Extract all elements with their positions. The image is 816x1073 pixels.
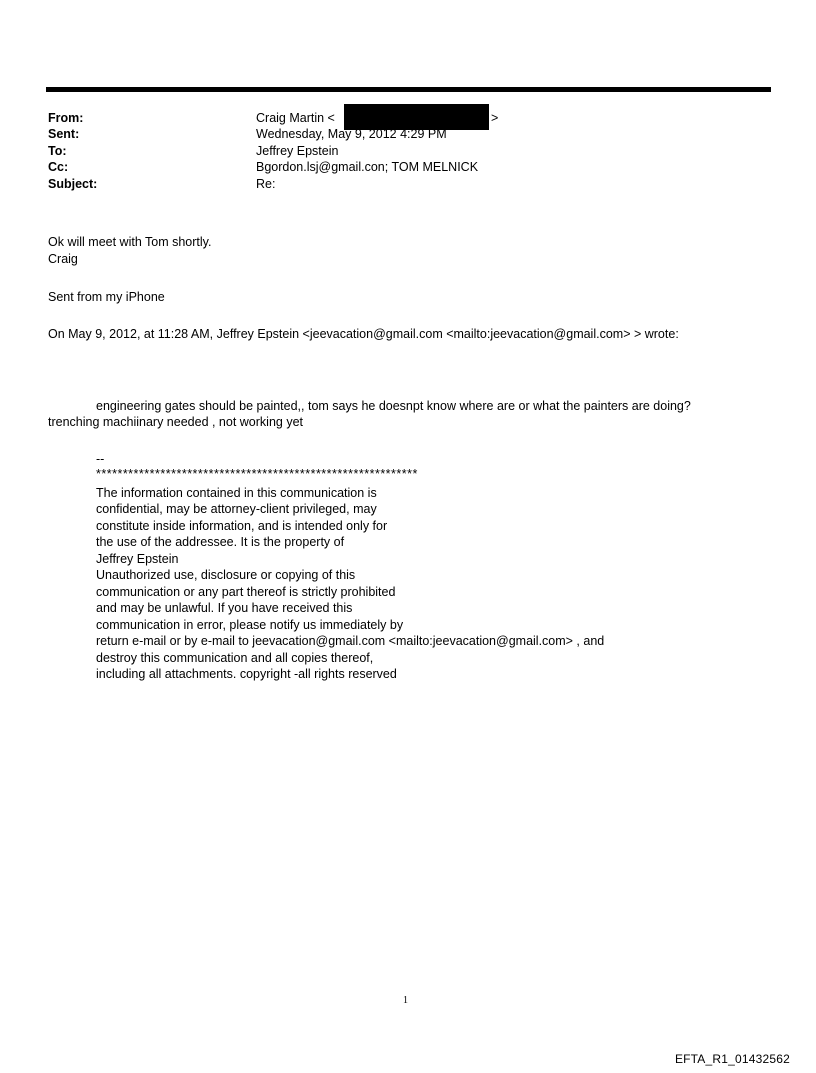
subject-row (48, 176, 748, 192)
cc-row (48, 159, 748, 175)
from-name: Craig Martin < (256, 111, 335, 125)
from-row (48, 110, 748, 126)
subject-label: Subject: (48, 176, 98, 191)
bates-number: EFTA_R1_01432562 (674, 1052, 790, 1066)
disclaimer-line: destroy this communication and all copies thereof, (96, 651, 374, 665)
body-line-2: Craig (48, 252, 78, 266)
disclaimer-line: communication in error, please notify us immediately by (96, 618, 404, 632)
signature-stars: ************************************************************ (96, 467, 418, 481)
from-label: From: (48, 111, 84, 125)
signature-line: Sent from my iPhone (48, 290, 165, 304)
to-value: Jeffrey Epstein (256, 143, 339, 158)
disclaimer-line: Unauthorized use, disclosure or copying of this (96, 568, 356, 582)
to-label: To: (48, 143, 67, 158)
email-header (48, 110, 748, 192)
quoted-line-1: engineering gates should be painted,, tom says he doesnpt know where are or what the painters are doing? (96, 399, 691, 413)
disclaimer-line: including all attachments. copyright -all rights reserved (96, 667, 397, 681)
sent-row (48, 126, 748, 142)
cc-label: Cc: (48, 160, 69, 175)
subject-value: Re: (256, 176, 276, 191)
disclaimer-line: the use of the addressee. It is the property of (96, 535, 345, 549)
disclaimer-line: confidential, may be attorney-client privileged, may (96, 502, 377, 516)
cc-value: Bgordon.lsj@gmail.con; TOM MELNICK (256, 160, 479, 175)
from-value (256, 110, 748, 126)
top-rule (46, 87, 771, 92)
disclaimer-line: The information contained in this communication is (96, 486, 377, 500)
quoted-line-2: trenching machiinary needed , not working yet (48, 415, 304, 429)
page-number: 1 (403, 995, 408, 1006)
sent-label: Sent: (48, 127, 80, 142)
disclaimer-line: Jeffrey Epstein (96, 552, 179, 566)
disclaimer-line: and may be unlawful. If you have received this (96, 601, 353, 615)
signature-dashes: -- (96, 452, 105, 466)
disclaimer-line: return e-mail or by e-mail to jeevacation@gmail.com <mailto:jeevacation@gmail.com> , and (96, 634, 605, 648)
body-line-1: Ok will meet with Tom shortly. (48, 235, 212, 249)
quote-intro: On May 9, 2012, at 11:28 AM, Jeffrey Epstein <jeevacation@gmail.com <mailto:jeevacation@gmail.com> > wrote: (48, 327, 679, 341)
from-close: > (491, 111, 499, 125)
sent-value: Wednesday, May 9, 2012 4:29 PM (256, 127, 447, 142)
disclaimer-line: communication or any part thereof is strictly prohibited (96, 585, 396, 599)
disclaimer-line: constitute inside information, and is intended only for (96, 519, 388, 533)
to-row (48, 143, 748, 159)
